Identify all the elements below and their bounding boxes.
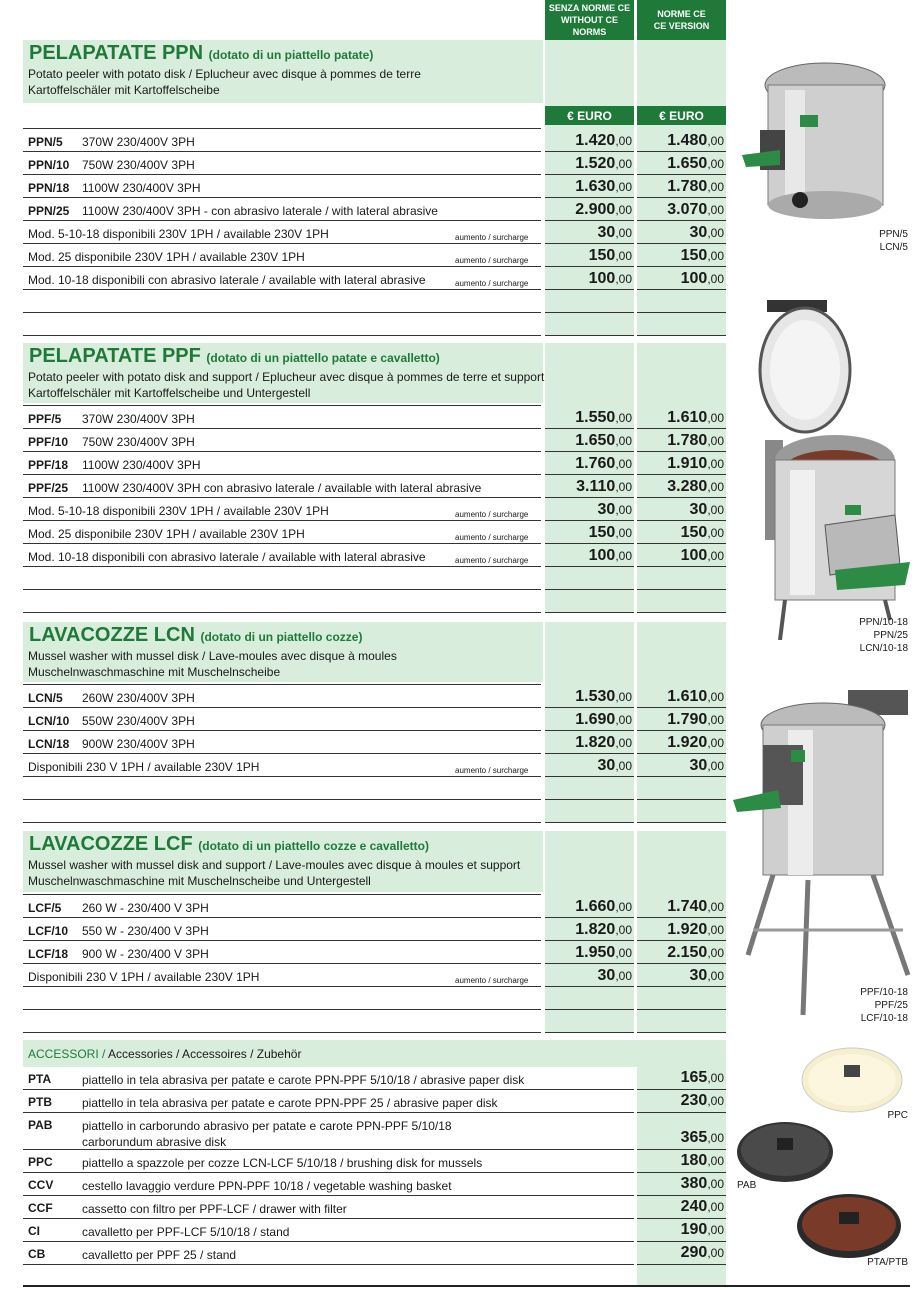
row-top-rule (23, 662, 726, 685)
caption-pta-ptb: PTA/PTB (867, 1257, 908, 1268)
table-row (23, 895, 726, 918)
table-row (23, 267, 726, 290)
accessory-code: CI (28, 1224, 40, 1238)
table-row (23, 918, 726, 941)
price-ce: 1.610,00 (667, 409, 724, 426)
accessory-code: CB (28, 1247, 46, 1261)
surcharge-label: aumento / surcharge (455, 533, 529, 542)
table-row (23, 1010, 726, 1033)
surcharge-label: aumento / surcharge (455, 510, 529, 519)
table-row (23, 521, 726, 544)
model-code: PPF/18 (28, 458, 69, 472)
accessory-price-rule (637, 1264, 726, 1265)
model-code: PPN/5 (28, 135, 63, 149)
price-ce: 30,00 (689, 757, 724, 774)
price-ce: 1.920,00 (667, 734, 724, 751)
accessory-price-rule (637, 1149, 726, 1150)
option-description: Mod. 5-10-18 disponibili 230V 1PH / available 230V 1PH (28, 504, 329, 518)
price-ce: 30,00 (689, 501, 724, 518)
accessory-row (23, 1196, 634, 1219)
option-description: Mod. 5-10-18 disponibili 230V 1PH / available 230V 1PH (28, 227, 329, 241)
price-without-ce: 1.760,00 (575, 455, 632, 472)
price-ce: 30,00 (689, 967, 724, 984)
euro-header-ce: € EURO (637, 106, 726, 125)
model-code: LCF/5 (28, 901, 62, 915)
price-ce: 1.910,00 (667, 455, 724, 472)
model-code: PPN/25 (28, 204, 70, 218)
section-header (23, 40, 543, 103)
accessory-price-rule (637, 1218, 726, 1219)
accessory-row (23, 1067, 634, 1090)
option-description: Disponibili 230 V 1PH / available 230V 1PH (28, 760, 260, 774)
option-description: Mod. 10-18 disponibili con abrasivo laterale / available with lateral abrasive (28, 550, 426, 564)
price-without-ce: 1.420,00 (575, 132, 632, 149)
accessory-description: cassetto con filtro per PPF-LCF / drawer with filter (82, 1202, 347, 1216)
surcharge-label: aumento / surcharge (455, 766, 529, 775)
table-row (23, 731, 726, 754)
table-row (23, 964, 726, 987)
table-row (23, 313, 726, 336)
caption-ppn10: PPN/10-18 PPN/25 LCN/10-18 (859, 617, 908, 654)
model-description: 370W 230/400V 3PH (82, 412, 195, 426)
accessory-description: carborundum abrasive disk (82, 1135, 227, 1149)
price-ce: 150,00 (680, 247, 724, 264)
price-without-ce: 30,00 (597, 967, 632, 984)
section-description: Mussel washer with mussel disk and support / Lave-moules avec disque à moules et support (28, 858, 521, 872)
accessory-description: piattello in tela abrasiva per patate e carote PPN-PPF 25 / abrasive paper disk (82, 1096, 498, 1110)
lcf-machine-image (733, 690, 913, 1020)
accessory-code: PAB (28, 1118, 53, 1132)
section-title: LAVACOZZE LCN (dotato di un piattello cozze) (29, 624, 363, 646)
row-top-rule (23, 872, 726, 895)
price-ce: 3.280,00 (667, 478, 724, 495)
section-title: PELAPATATE PPF (dotato di un piattello patate e cavalletto) (29, 345, 440, 367)
accessory-price: 240,00 (680, 1198, 724, 1215)
price-without-ce: 100,00 (588, 547, 632, 564)
price-ce: 1.650,00 (667, 155, 724, 172)
price-without-ce: 1.690,00 (575, 711, 632, 728)
accessory-code: CCV (28, 1178, 54, 1192)
accessory-price: 365,00 (680, 1129, 724, 1146)
accessories-header (23, 1040, 726, 1067)
model-description: 1100W 230/400V 3PH - con abrasivo laterale / with lateral abrasive (82, 204, 438, 218)
model-description: 750W 230/400V 3PH (82, 435, 195, 449)
accessory-price: 380,00 (680, 1175, 724, 1192)
caption-ppn5: PPN/5 LCN/5 (879, 229, 908, 253)
price-without-ce: 1.820,00 (575, 734, 632, 751)
option-description: Mod. 25 disponibile 230V 1PH / available 230V 1PH (28, 250, 305, 264)
price-without-ce: 1.520,00 (575, 155, 632, 172)
model-code: LCF/18 (28, 947, 69, 961)
price-without-ce: 3.110,00 (576, 478, 632, 495)
section-description: Muschelnwaschmaschine mit Muschelnscheibe und Untergestell (28, 874, 371, 888)
pta-ptb-disk-image (795, 1192, 903, 1260)
model-code: LCN/18 (28, 737, 70, 751)
price-without-ce: 1.660,00 (575, 898, 632, 915)
table-row (23, 590, 726, 613)
option-description: Mod. 25 disponibile 230V 1PH / available 230V 1PH (28, 527, 305, 541)
model-code: LCN/5 (28, 691, 63, 705)
price-ce: 3.070,00 (667, 201, 724, 218)
col-header-without-ce: SENZA NORME CE WITHOUT CE NORMS (545, 0, 634, 40)
price-without-ce: 1.550,00 (575, 409, 632, 426)
model-code: PPF/10 (28, 435, 69, 449)
model-code: LCF/10 (28, 924, 69, 938)
section-description: Potato peeler with potato disk and support / Eplucheur avec disque à pommes de terre et support (28, 370, 545, 384)
caption-pab: PAB (737, 1180, 757, 1191)
accessory-price: 180,00 (680, 1152, 724, 1169)
row-top-rule (23, 106, 726, 129)
model-description: 550 W - 230/400 V 3PH (82, 924, 209, 938)
table-row (23, 452, 726, 475)
section-description: Kartoffelschäler mit Kartoffelscheibe (28, 83, 220, 97)
price-ce: 1.740,00 (667, 898, 724, 915)
surcharge-label: aumento / surcharge (455, 556, 529, 565)
section-title: LAVACOZZE LCF (dotato di un piattello cozze e cavalletto) (29, 833, 429, 855)
table-row (23, 152, 726, 175)
accessory-price-rule (637, 1241, 726, 1242)
accessory-code: PTA (28, 1072, 52, 1086)
price-without-ce: 30,00 (597, 757, 632, 774)
model-code: PPF/5 (28, 412, 62, 426)
table-row (23, 290, 726, 313)
price-without-ce: 1.950,00 (575, 944, 632, 961)
price-ce: 2.150,00 (667, 944, 724, 961)
model-description: 900W 230/400V 3PH (82, 737, 195, 751)
table-row (23, 567, 726, 590)
accessory-price-rule (637, 1089, 726, 1090)
caption-ppf: PPF/10-18 PPF/25 LCF/10-18 (860, 987, 908, 1024)
section-title: PELAPATATE PPN (dotato di un piattello patate) (29, 42, 374, 64)
price-ce: 1.790,00 (667, 711, 724, 728)
model-code: PPN/10 (28, 158, 70, 172)
accessory-description: piattello in tela abrasiva per patate e carote PPN-PPF 5/10/18 / abrasive paper disk (82, 1073, 525, 1087)
price-without-ce: 30,00 (597, 501, 632, 518)
price-without-ce: 100,00 (588, 270, 632, 287)
model-description: 1100W 230/400V 3PH (82, 181, 201, 195)
table-row (23, 244, 726, 267)
surcharge-label: aumento / surcharge (455, 256, 529, 265)
model-description: 550W 230/400V 3PH (82, 714, 195, 728)
price-without-ce: 1.530,00 (575, 688, 632, 705)
pab-disk-image (735, 1120, 835, 1185)
accessory-price: 230,00 (680, 1092, 724, 1109)
price-ce: 1.780,00 (667, 432, 724, 449)
ppc-disk-image (800, 1045, 905, 1115)
table-row (23, 475, 726, 498)
table-row (23, 175, 726, 198)
accessory-price: 290,00 (680, 1244, 724, 1261)
option-description: Disponibili 230 V 1PH / available 230V 1PH (28, 970, 260, 984)
col-header-ce: NORME CE CE VERSION (637, 0, 726, 40)
option-description: Mod. 10-18 disponibili con abrasivo laterale / available with lateral abrasive (28, 273, 426, 287)
ppn5-machine-image (740, 55, 912, 230)
section-description: Mussel washer with mussel disk / Lave-moules avec disque à moules (28, 649, 397, 663)
section-description: Kartoffelschäler mit Kartoffelscheibe und Untergestell (28, 386, 311, 400)
accessory-row (23, 1173, 634, 1196)
surcharge-label: aumento / surcharge (455, 279, 529, 288)
price-ce: 1.920,00 (667, 921, 724, 938)
price-without-ce: 150,00 (588, 247, 632, 264)
price-without-ce: 30,00 (597, 224, 632, 241)
row-top-rule (23, 383, 726, 406)
model-description: 370W 230/400V 3PH (82, 135, 195, 149)
model-description: 1100W 230/400V 3PH con abrasivo laterale / available with lateral abrasive (82, 481, 482, 495)
ppf-machine-image (755, 300, 915, 640)
accessory-row (23, 1090, 634, 1113)
price-ce: 1.780,00 (667, 178, 724, 195)
accessories-title: ACCESSORI / Accessories / Accessoires / Zubehör (28, 1047, 302, 1061)
table-row (23, 198, 726, 221)
section-description: Muschelnwaschmaschine mit Muschelnscheibe (28, 665, 281, 679)
accessory-code: CCF (28, 1201, 53, 1215)
price-without-ce: 1.630,00 (575, 178, 632, 195)
surcharge-label: aumento / surcharge (455, 976, 529, 985)
accessory-price-rule (637, 1172, 726, 1173)
table-row (23, 708, 726, 731)
price-ce: 1.480,00 (667, 132, 724, 149)
accessory-price-rule (637, 1195, 726, 1196)
price-ce: 100,00 (680, 270, 724, 287)
accessory-price: 190,00 (680, 1221, 724, 1238)
accessory-price-rule (637, 1112, 726, 1113)
model-description: 260 W - 230/400 V 3PH (82, 901, 209, 915)
accessory-description: piattello in carborundo abrasivo per patate e carote PPN-PPF 5/10/18 (82, 1119, 452, 1133)
table-row (23, 406, 726, 429)
model-description: 900 W - 230/400 V 3PH (82, 947, 209, 961)
table-row (23, 941, 726, 964)
table-row (23, 221, 726, 244)
accessory-code: PTB (28, 1095, 52, 1109)
price-without-ce: 150,00 (588, 524, 632, 541)
price-without-ce: 1.820,00 (575, 921, 632, 938)
model-code: PPN/18 (28, 181, 70, 195)
page-bottom-rule (23, 1285, 910, 1287)
accessory-code: PPC (28, 1155, 53, 1169)
table-row (23, 987, 726, 1010)
table-row (23, 777, 726, 800)
table-row (23, 129, 726, 152)
accessory-description: cavalletto per PPF-LCF 5/10/18 / stand (82, 1225, 290, 1239)
price-ce: 150,00 (680, 524, 724, 541)
model-code: PPF/25 (28, 481, 69, 495)
table-row (23, 429, 726, 452)
accessory-row (23, 1219, 634, 1242)
accessory-price: 165,00 (680, 1069, 724, 1086)
caption-ppc: PPC (887, 1110, 908, 1121)
model-description: 750W 230/400V 3PH (82, 158, 195, 172)
table-row (23, 800, 726, 823)
model-description: 1100W 230/400V 3PH (82, 458, 201, 472)
surcharge-label: aumento / surcharge (455, 233, 529, 242)
table-row (23, 544, 726, 567)
accessory-row (23, 1113, 634, 1150)
accessory-description: piattello a spazzole per cozze LCN-LCF 5/10/18 / brushing disk for mussels (82, 1156, 483, 1170)
price-ce: 100,00 (680, 547, 724, 564)
price-without-ce: 1.650,00 (575, 432, 632, 449)
table-row (23, 754, 726, 777)
model-code: LCN/10 (28, 714, 70, 728)
accessory-description: cavalletto per PPF 25 / stand (82, 1248, 237, 1262)
section-description: Potato peeler with potato disk / Eplucheur avec disque à pommes de terre (28, 67, 421, 81)
model-description: 260W 230/400V 3PH (82, 691, 195, 705)
accessory-description: cestello lavaggio verdure PPN-PPF 10/18 / vegetable washing basket (82, 1179, 452, 1193)
euro-header-without-ce: € EURO (545, 106, 634, 125)
accessory-row (23, 1150, 634, 1173)
price-ce: 30,00 (689, 224, 724, 241)
price-ce: 1.610,00 (667, 688, 724, 705)
price-without-ce: 2.900,00 (575, 201, 632, 218)
accessory-row (23, 1242, 634, 1265)
table-row (23, 685, 726, 708)
table-row (23, 498, 726, 521)
